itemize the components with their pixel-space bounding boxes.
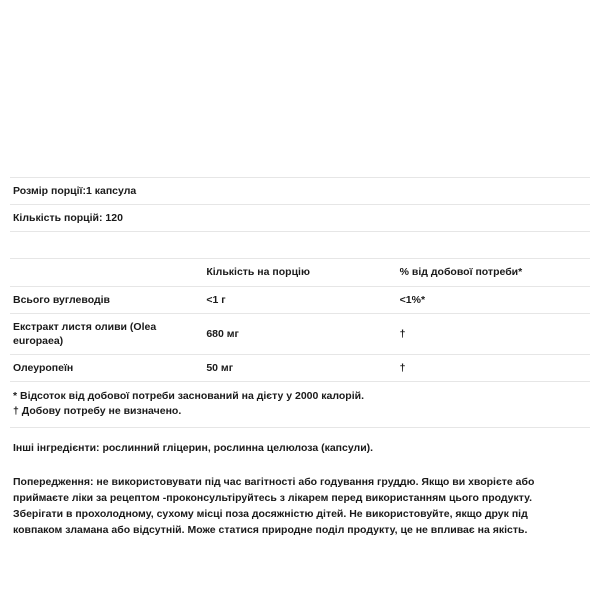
- table-spacer-row: [10, 232, 590, 259]
- nutrient-daily-value: †: [397, 355, 590, 382]
- supplement-facts-panel: [0, 177, 600, 539]
- nutrient-name: Екстракт листя оливи (Olea europaea): [10, 313, 203, 354]
- footnote-daily-value-basis: * Відсоток від добової потреби заснований на дієту у 2000 калорій.: [13, 390, 365, 403]
- column-header-amount-per-serving: Кількість на порцію: [203, 259, 396, 286]
- supplement-facts-table: [10, 177, 590, 382]
- other-ingredients-text: Інші інгредієнти: рослинний гліцерин, рослинна целюлоза (капсули).: [13, 441, 374, 454]
- serving-size-text: Розмір порції:1 капсула: [10, 178, 590, 205]
- footnotes-block: [10, 382, 590, 427]
- table-row: [10, 286, 590, 313]
- nutrient-name: Олеуропеїн: [10, 355, 203, 382]
- nutrient-daily-value: <1%*: [397, 286, 590, 313]
- nutrient-name: Всього вуглеводів: [10, 286, 203, 313]
- servings-per-container-text: Кількість порцій: 120: [10, 205, 590, 232]
- nutrient-amount: 50 мг: [203, 355, 396, 382]
- nutrient-amount: <1 г: [203, 286, 396, 313]
- column-header-percent-daily-value: % від добової потреби*: [397, 259, 590, 286]
- table-row: [10, 205, 590, 232]
- table-spacer-cell: [10, 232, 590, 259]
- table-header-row: [10, 259, 590, 286]
- top-whitespace: [0, 0, 600, 177]
- table-row: [10, 355, 590, 382]
- footnote-daily-value-not-established: † Добову потребу не визначено.: [13, 405, 182, 418]
- warning-text: Попередження: не використовувати під час вагітності або годування груддю. Якщо ви хворієте або приймаєте ліки за рецептом -проконсультіруйтесь з лікарем перед використанням цього продукту. Зберігати в прохолодному, сухому місці поза досяжністю дітей. Не використовуйте, якщо друк під ковпаком зламана або відсутній. Може статися природне поділ продукту, це не впливає на якість.: [13, 475, 535, 536]
- table-row: [10, 178, 590, 205]
- nutrient-daily-value: †: [397, 313, 590, 354]
- column-header-name: [10, 259, 203, 286]
- nutrient-amount: 680 мг: [203, 313, 396, 354]
- table-row: [10, 313, 590, 354]
